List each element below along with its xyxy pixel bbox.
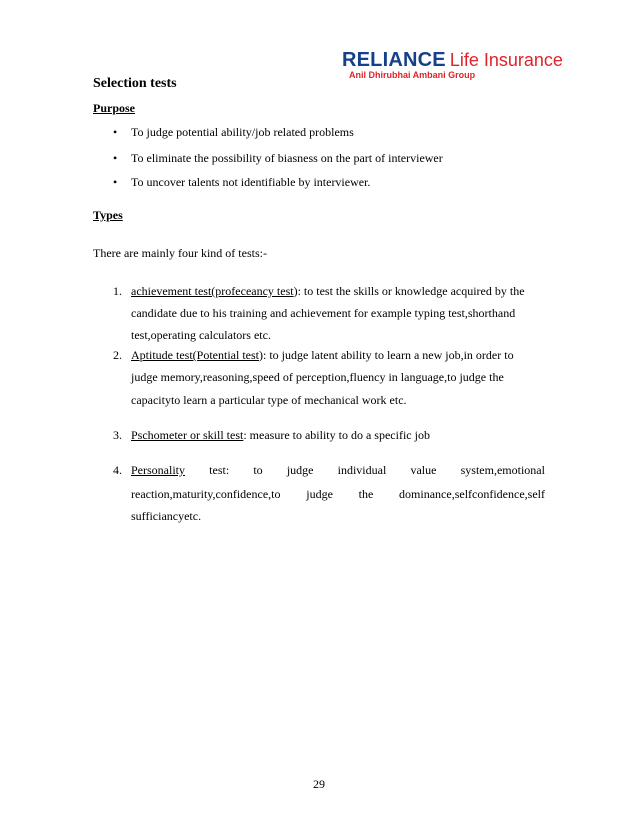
item-number: 2. [113, 348, 122, 362]
item-4-word: judge [286, 463, 314, 477]
item-4-word: test: [209, 463, 230, 477]
item-4-word: value [410, 463, 437, 477]
item-4-line-1 [131, 463, 545, 477]
item-4-line-3: sufficiancyetc. [131, 509, 202, 523]
item-2-term: Aptitude test(Potential test [131, 348, 259, 362]
item-4-word: to [253, 463, 263, 477]
item-4-word: system,emotional [460, 463, 545, 477]
item-4-word: reaction,maturity,confidence,to [131, 487, 281, 501]
page-heading: Selection tests [93, 76, 177, 91]
item-3-line-1 [131, 428, 430, 442]
item-2-line-3: capacityto learn a particular type of mechanical work etc. [131, 393, 407, 407]
item-number: 3. [113, 428, 122, 442]
types-heading: Types [93, 208, 123, 222]
item-4-word: the [358, 487, 374, 501]
purpose-bullet-3: To uncover talents not identifiable by interviewer. [131, 175, 371, 189]
item-4-word: individual [337, 463, 387, 477]
item-3-term: Pschometer or skill test [131, 428, 244, 442]
logo-main-line [342, 50, 563, 72]
logo-group: Anil Dhirubhai Ambani Group [349, 70, 476, 80]
item-4-line-2 [131, 487, 545, 501]
page-number: 29 [313, 777, 325, 791]
logo-brand: RELIANCE [342, 49, 446, 71]
purpose-heading: Purpose [93, 101, 135, 115]
item-number: 1. [113, 284, 122, 298]
item-4-word: dominance,selfconfidence,self [399, 487, 545, 501]
item-2-text-1: ): to judge latent ability to learn a new job,in order to [258, 348, 514, 362]
item-1-term: achievement test(profeceancy test [131, 284, 294, 298]
bullet-marker: • [113, 125, 118, 139]
logo-product: Life Insurance [449, 50, 563, 70]
item-2-line-2: judge memory,reasoning,speed of perception,fluency in language,to judge the [131, 370, 504, 384]
item-1-line-2: candidate due to his training and achievement for example typing test,shorthand [131, 306, 516, 320]
purpose-bullet-2: To eliminate the possibility of biasness on the part of interviewer [131, 151, 443, 165]
item-3-text-1: : measure to ability to do a specific job [243, 428, 430, 442]
item-number: 4. [113, 463, 122, 477]
bullet-marker: • [113, 175, 118, 189]
types-intro: There are mainly four kind of tests:- [93, 246, 267, 260]
item-1-text-1: ): to test the skills or knowledge acquired by the [293, 284, 525, 298]
purpose-bullet-1: To judge potential ability/job related problems [131, 125, 354, 139]
item-1-line-3: test,operating calculators etc. [131, 328, 271, 342]
reliance-logo [342, 50, 612, 84]
item-4-term: Personality [131, 463, 185, 477]
item-4-word: judge [306, 487, 333, 501]
item-1-line-1 [131, 284, 525, 298]
bullet-marker: • [113, 151, 118, 165]
item-2-line-1 [131, 348, 514, 362]
